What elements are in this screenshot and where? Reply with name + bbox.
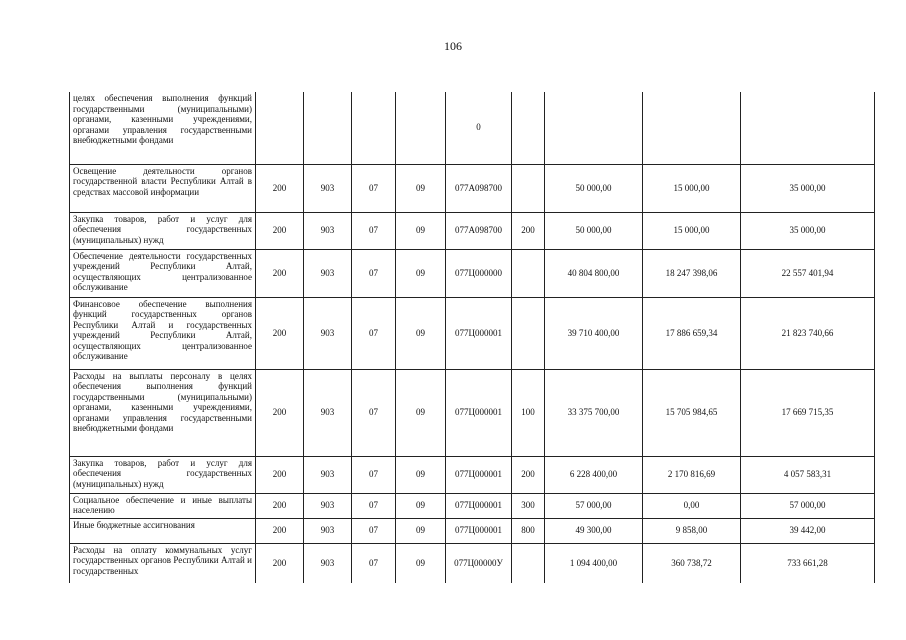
expense-type-code: 200 [512,456,545,493]
expense-type-code [512,164,545,212]
amount-executed: 15 000,00 [643,212,741,249]
amount-plan [545,92,643,164]
row-name: Освещение деятельности органов государственной власти Республики Алтай в средствах массовой информации [70,164,256,212]
target-article-code: 0 [446,92,512,164]
amount-plan: 40 804 800,00 [545,249,643,297]
ved-code: 903 [304,518,352,543]
amount-plan: 50 000,00 [545,212,643,249]
section-code: 07 [352,493,396,518]
expense-type-code [512,92,545,164]
table-row [70,164,875,212]
amount-executed: 0,00 [643,493,741,518]
admin-code: 200 [256,249,304,297]
row-name: Социальное обеспечение и иные выплаты населению [70,493,256,518]
subsection-code [396,92,446,164]
admin-code: 200 [256,164,304,212]
expense-type-code [512,249,545,297]
subsection-code: 09 [396,543,446,583]
admin-code: 200 [256,543,304,583]
amount-plan: 50 000,00 [545,164,643,212]
target-article-code: 077А098700 [446,164,512,212]
section-code: 07 [352,297,396,369]
ved-code: 903 [304,297,352,369]
section-code: 07 [352,164,396,212]
ved-code: 903 [304,164,352,212]
amount-remaining: 17 669 715,35 [741,369,875,456]
row-name: Закупка товаров, работ и услуг для обеспечения государственных (муниципальных) нужд [70,456,256,493]
section-code [352,92,396,164]
table-row [70,493,875,518]
amount-remaining: 733 661,28 [741,543,875,583]
subsection-code: 09 [396,518,446,543]
section-code: 07 [352,369,396,456]
target-article-code: 077Ц000001 [446,369,512,456]
page-number: 106 [444,39,462,53]
admin-code: 200 [256,297,304,369]
ved-code: 903 [304,249,352,297]
admin-code [256,92,304,164]
expense-type-code: 100 [512,369,545,456]
subsection-code: 09 [396,164,446,212]
amount-remaining: 21 823 740,66 [741,297,875,369]
table-row [70,369,875,456]
target-article-code: 077Ц00000У [446,543,512,583]
amount-plan: 6 228 400,00 [545,456,643,493]
amount-remaining: 39 442,00 [741,518,875,543]
target-article-code: 077Ц000001 [446,518,512,543]
admin-code: 200 [256,518,304,543]
table-row [70,518,875,543]
amount-executed [643,92,741,164]
table-row [70,212,875,249]
subsection-code: 09 [396,297,446,369]
row-name: Финансовое обеспечение выполнения функций государственных органов Республики Алтай и государственных учреждений Республики Алтай, осуществляющих централизованное обслуживание [70,297,256,369]
subsection-code: 09 [396,493,446,518]
expense-type-code [512,297,545,369]
ved-code: 903 [304,493,352,518]
admin-code: 200 [256,493,304,518]
amount-plan: 57 000,00 [545,493,643,518]
table-row [70,456,875,493]
amount-executed: 2 170 816,69 [643,456,741,493]
amount-executed: 9 858,00 [643,518,741,543]
subsection-code: 09 [396,456,446,493]
target-article-code: 077Ц000001 [446,456,512,493]
ved-code: 903 [304,456,352,493]
amount-executed: 17 886 659,34 [643,297,741,369]
expense-type-code [512,543,545,583]
amount-remaining: 57 000,00 [741,493,875,518]
row-name: Расходы на оплату коммунальных услуг государственных органов Республики Алтай и государственных [70,543,256,583]
amount-remaining [741,92,875,164]
row-name: Закупка товаров, работ и услуг для обеспечения государственных (муниципальных) нужд [70,212,256,249]
budget-table [69,92,875,583]
amount-remaining: 35 000,00 [741,164,875,212]
table-row [70,543,875,583]
subsection-code: 09 [396,212,446,249]
amount-remaining: 22 557 401,94 [741,249,875,297]
expense-type-code: 300 [512,493,545,518]
budget-table-body [70,92,875,583]
target-article-code: 077Ц000000 [446,249,512,297]
target-article-code: 077А098700 [446,212,512,249]
row-name: Иные бюджетные ассигнования [70,518,256,543]
subsection-code: 09 [396,249,446,297]
ved-code: 903 [304,543,352,583]
subsection-code: 09 [396,369,446,456]
table-row [70,249,875,297]
expense-type-code: 800 [512,518,545,543]
admin-code: 200 [256,369,304,456]
amount-plan: 49 300,00 [545,518,643,543]
amount-executed: 15 000,00 [643,164,741,212]
section-code: 07 [352,249,396,297]
section-code: 07 [352,518,396,543]
section-code: 07 [352,543,396,583]
ved-code: 903 [304,212,352,249]
ved-code: 903 [304,369,352,456]
amount-plan: 33 375 700,00 [545,369,643,456]
row-name: Обеспечение деятельности государственных учреждений Республики Алтай, осуществляющих централизованное обслуживание [70,249,256,297]
admin-code: 200 [256,212,304,249]
table-row [70,297,875,369]
row-name: целях обеспечения выполнения функций государственными (муниципальными) органами, казенными учреждениями, органами управления государственными внебюджетными фондами [70,92,256,164]
ved-code [304,92,352,164]
table-row [70,92,875,164]
amount-executed: 18 247 398,06 [643,249,741,297]
amount-plan: 1 094 400,00 [545,543,643,583]
row-name: Расходы на выплаты персоналу в целях обеспечения выполнения функций государственными (муниципальными) органами, казенными учреждениями, органами управления государственными внебюджетными фондами [70,369,256,456]
admin-code: 200 [256,456,304,493]
target-article-code: 077Ц000001 [446,493,512,518]
amount-remaining: 35 000,00 [741,212,875,249]
target-article-code: 077Ц000001 [446,297,512,369]
section-code: 07 [352,456,396,493]
amount-executed: 15 705 984,65 [643,369,741,456]
amount-executed: 360 738,72 [643,543,741,583]
amount-plan: 39 710 400,00 [545,297,643,369]
amount-remaining: 4 057 583,31 [741,456,875,493]
expense-type-code: 200 [512,212,545,249]
section-code: 07 [352,212,396,249]
